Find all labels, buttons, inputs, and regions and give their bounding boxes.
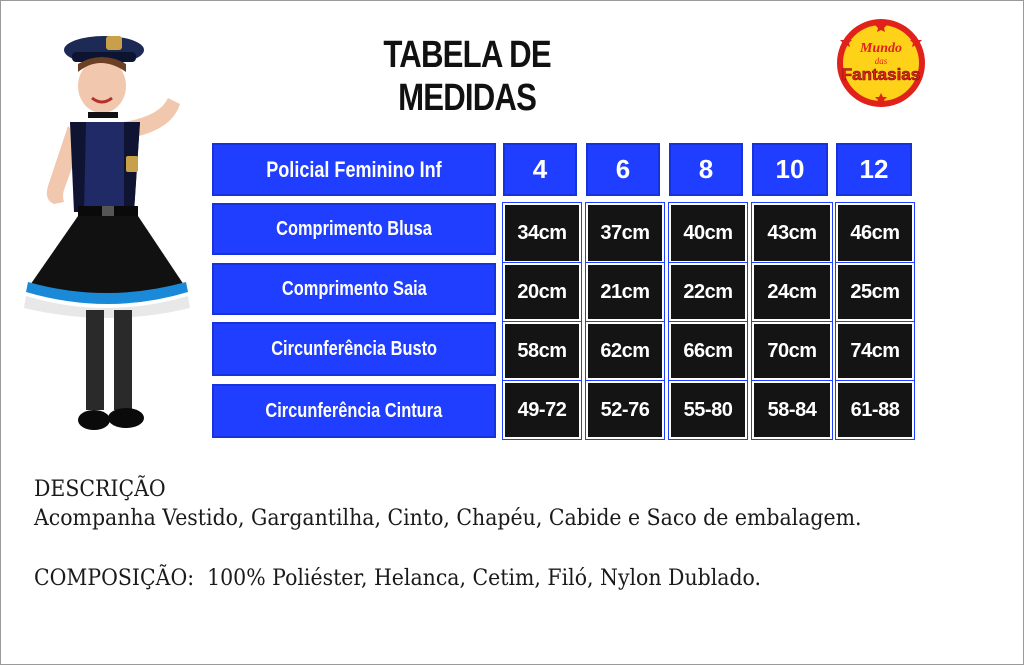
description-text: Acompanha Vestido, Gargantilha, Cinto, Chapéu, Cabide e Saco de embalagem.: [34, 506, 862, 531]
table-cell: 43cm: [752, 203, 832, 263]
table-cell: 24cm: [752, 263, 832, 321]
table-cell: 58cm: [503, 322, 581, 380]
row-label-comprimento-blusa: [212, 203, 496, 255]
table-cell: 37cm: [586, 203, 664, 263]
size-header-4: 4: [503, 143, 577, 196]
row-label-text: Comprimento Blusa: [276, 217, 432, 240]
table-cell: 61-88: [836, 381, 914, 439]
page-title: TABELA DE MEDIDAS: [383, 34, 551, 119]
table-cell: 66cm: [669, 322, 747, 380]
table-cell: 58-84: [752, 381, 832, 439]
table-cell: 22cm: [669, 263, 747, 321]
row-label-comprimento-saia: [212, 263, 496, 315]
costume-photo: [16, 26, 196, 446]
table-cell: 62cm: [586, 322, 664, 380]
logo-line-3: Fantasias: [841, 65, 921, 84]
logo-line-2: das: [874, 56, 888, 66]
table-cell: 21cm: [586, 263, 664, 321]
description-heading: DESCRIÇÃO: [34, 477, 166, 502]
header-label-text: Policial Feminino Inf: [266, 156, 442, 182]
table-cell: 52-76: [586, 381, 664, 439]
table-cell: 70cm: [752, 322, 832, 380]
row-label-circunferencia-cintura: [212, 384, 496, 438]
table-cell: 20cm: [503, 263, 581, 321]
size-header-6: 6: [586, 143, 660, 196]
composition-label: COMPOSIÇÃO:: [34, 566, 195, 591]
table-cell: 25cm: [836, 263, 914, 321]
row-label-text: Circunferência Busto: [271, 337, 437, 360]
row-label-circunferencia-busto: [212, 322, 496, 376]
table-cell: 74cm: [836, 322, 914, 380]
row-label-text: Comprimento Saia: [281, 277, 427, 300]
size-header-8: 8: [669, 143, 743, 196]
table-cell: 40cm: [669, 203, 747, 263]
table-cell: 46cm: [836, 203, 914, 263]
table-cell: 49-72: [503, 381, 581, 439]
size-header-10: 10: [752, 143, 828, 196]
row-label-text: Circunferência Cintura: [265, 399, 443, 422]
size-header-12: 12: [836, 143, 912, 196]
brand-logo: [822, 16, 940, 110]
table-cell: 34cm: [503, 203, 581, 263]
logo-line-1: Mundo: [859, 41, 903, 56]
composition-text: 100% Poliéster, Helanca, Cetim, Filó, Nylon Dublado.: [207, 566, 762, 591]
composition-line: [34, 566, 761, 591]
table-header-label: [212, 143, 496, 196]
table-cell: 55-80: [669, 381, 747, 439]
